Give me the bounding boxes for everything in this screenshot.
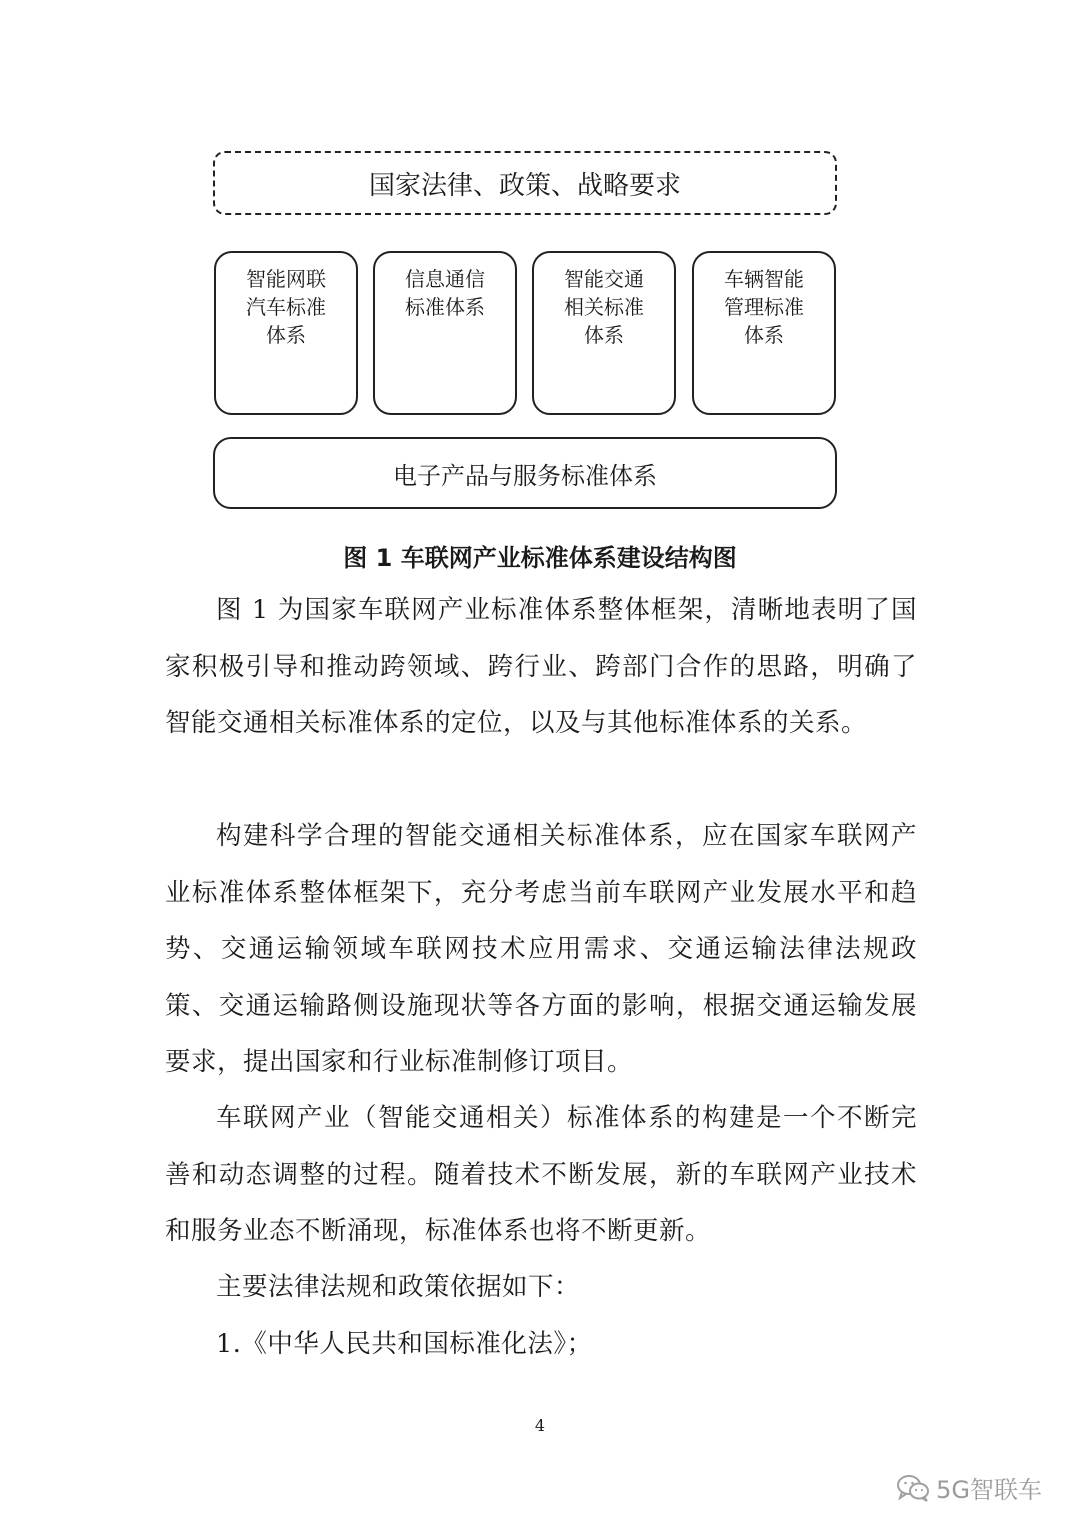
bottom-box-electronics xyxy=(213,437,837,509)
watermark-text: 5G智联车 xyxy=(936,1476,1042,1504)
box-ict-label: 信息通信 标准体系 xyxy=(405,267,485,319)
wechat-icon xyxy=(896,1474,930,1502)
page-number: 4 xyxy=(534,1416,546,1435)
box-ict-standards xyxy=(373,251,517,415)
box-its-standards xyxy=(532,251,676,415)
paragraph-2: 构建科学合理的智能交通相关标准体系，应在国家车联网产业标准体系整体框架下，充分考虑当前车联网产业发展水平和趋势、交通运输领域车联网技术应用需求、交通运输法律法规政策、交通运输路侧设施现状等各方面的影响，根据交通运输发展要求，提出国家和行业标准制修订项目。 xyxy=(165,821,917,1077)
paragraph-1: 图 1 为国家车联网产业标准体系整体框架，清晰地表明了国家积极引导和推动跨领域、跨行业、跨部门合作的思路，明确了智能交通相关标准体系的定位，以及与其他标准体系的关系。 xyxy=(165,595,917,738)
box-icv-standards xyxy=(214,251,358,415)
list-item-1: 1.《中华人民共和国标准化法》； xyxy=(216,1329,593,1359)
box-icv-label: 智能网联 汽车标准 体系 xyxy=(246,267,326,347)
figure-caption: 图 1 车联网产业标准体系建设结构图 xyxy=(343,544,737,572)
bottom-box-label: 电子产品与服务标准体系 xyxy=(393,461,657,490)
top-box-national-law xyxy=(213,151,837,215)
box-vehicle-mgmt-standards xyxy=(692,251,836,415)
top-box-label: 国家法律、政策、战略要求 xyxy=(368,170,681,201)
watermark xyxy=(896,1470,1042,1505)
paragraph-4: 主要法律法规和政策依据如下： xyxy=(216,1272,581,1302)
box-its-label: 智能交通 相关标准 体系 xyxy=(564,267,644,347)
paragraph-3: 车联网产业（智能交通相关）标准体系的构建是一个不断完善和动态调整的过程。随着技术不断发展，新的车联网产业技术和服务业态不断涌现，标准体系也将不断更新。 xyxy=(165,1103,917,1246)
box-vehicle-mgmt-label: 车辆智能 管理标准 体系 xyxy=(724,267,804,347)
